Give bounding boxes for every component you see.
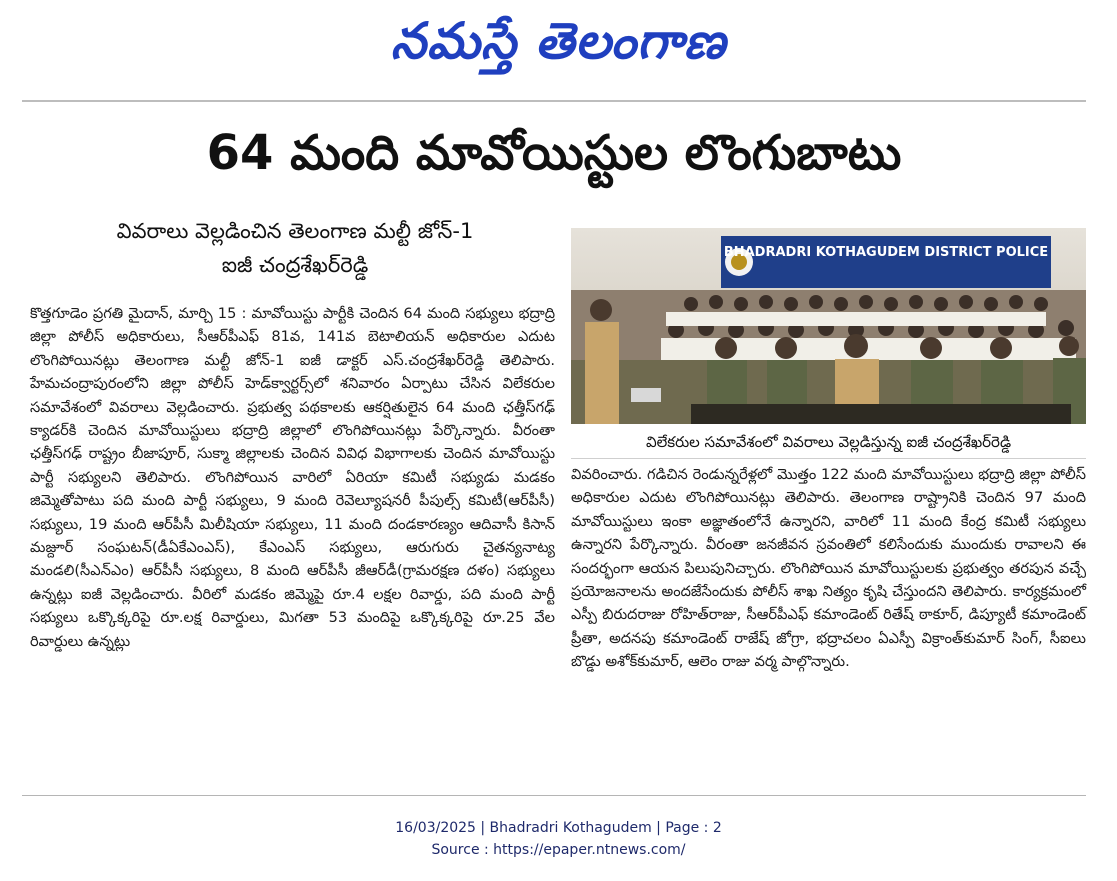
police-banner (721, 236, 1051, 288)
news-photo (571, 228, 1086, 424)
article-subheading (30, 214, 560, 282)
bottom-divider (22, 795, 1086, 796)
footer-source-link[interactable]: Source : https://epaper.ntnews.com/ (431, 842, 686, 858)
top-divider (22, 100, 1086, 102)
article-body-right-column: వివరించారు. గడిచిన రెండున్నరేళ్లలో మొత్తం 122 మంది మావోయిస్టులు భద్రాద్రి జిల్లా పోలీస్ అధికారుల ఎదుట లొంగిపోయినట్లు తెలిపారు. తెలంగాణ రాష్ట్రానికి చెందిన 97 మంది మావోయిస్టులు ఇంకా అజ్ఞాతంలోనే ఉన్నారని, వారిలో 11 మంది కేంద్ర కమిటీ సభ్యులు ఉన్నారని పేర్కొన్నారు. వీరంతా జనజీవన స్రవంతిలో కలిసేందుకు ముందుకు రావాలని ఈ సందర్భంగా ఆయన పిలుపునిచ్చారు. లొంగిపోయిన మావోయిస్టులకు ప్రభుత్వం తరపున వచ్చే ప్రయోజనాలను అందజేసేందుకు పోలీస్ శాఖ నిత్యం కృషి చేస్తుందని తెలిపారు. కార్యక్రమంలో ఎస్పీ బిరుదరాజు రోహిత్‌రాజు, సీఆర్‌పీఎఫ్ కమాండెంట్ రితేష్ ఠాకూర్, డిప్యూటీ కమాండెంట్ ప్రీతా, అదనపు కమాండెంట్ రాజేష్ జోగ్రా, భద్రాచలం ఏఎస్పీ విక్రాంత్‌కుమార్ సింగ్, సీఐలు బొడ్డు అశోక్‌కుమార్, ఆలెం రాజు వర్మ పాల్గొన్నారు. (571, 466, 1086, 671)
masthead-logo: నమస్తే తెలంగాణ (390, 11, 727, 70)
article-body-left-column: కొత్తగూడెం ప్రగతి మైదాన్, మార్చి 15 : మావోయిస్టు పార్టీకి చెందిన 64 మంది సభ్యులు భద్రాద్రి జిల్లా పోలీస్ అధికారులు, సీఆర్‌పీఎఫ్ 81వ, 141వ బెటాలియన్ అధికారుల ఎదుట లొంగిపోయినట్లు తెలంగాణ మల్టీ జోన్-1 ఐజీ డాక్టర్ ఎస్.చంద్రశేఖర్‌రెడ్డి తెలిపారు. హేమచంద్రాపురంలోని జిల్లా పోలీస్ హెడ్‌క్వార్టర్స్‌లో శనివారం ఏర్పాటు చేసిన విలేకరుల సమావేశంలో వివరాలు వెల్లడించారు. ప్రభుత్వ పథకాలకు ఆకర్షితులైన 64 మంది ఛత్తీస్‌గఢ్ క్యాడర్‌కి చెందిన మావోయిస్టులు భద్రాద్రి జిల్లాలో లొంగిపోయినట్లు పేర్కొన్నారు. వీరంతా ఛత్తీస్‌గఢ్ రాష్ట్రం బీజాపూర్, సుక్మా జిల్లాలకు చెందిన వివిధ విభాగాలకు చెందిన మావోయిస్టు పార్టీ సభ్యులని తెలిపారు. లొంగిపోయిన వారిలో ఏరియా కమిటీ సభ్యుడు మడకం జిమ్మెతోపాటు పది మంది పార్టీ సభ్యులు, 9 మంది రెవెల్యూషనరీ పీపుల్స్ కమిటీ(ఆర్‌పీసీ) సభ్యులు, 19 మంది ఆర్‌పీసీ మిలీషియా సభ్యులు, 11 మంది దండకారణ్యం ఆదివాసీ కిసాన్ మజ్దూర్ సంఘటన్(డీఏకేఎంఎస్), కేఎంఎస్ సభ్యులు, ఆరుగురు చైతన్యనాట్య మండలి(సీఎన్‌ఎం) ఆర్‌పీసీ సభ్యులు, 8 మంది ఆర్‌పీసీ జీఆర్‌డీ(గ్రామరక్షణ దళం) సభ్యులు ఉన్నట్లు ఐజీ వెల్లడించారు. వీరిలో మడకం జిమ్మెపై రూ.4 లక్షల రివార్డు, పది మంది పార్టీ సభ్యులు ఒక్కొక్కరిపై రూ.లక్ష రివార్డులు, మిగతా 53 మందిపై ఒక్కొక్కరిపై రూ.25 వేల రివార్డులు ఉన్నట్లు (30, 305, 555, 650)
subheading-line-2: ఐజీ చంద్రశేఖర్‌రెడ్డి (221, 253, 369, 277)
footer-edition-info: 16/03/2025 | Bhadradri Kothagudem | Page : 2 (395, 820, 722, 836)
photo-caption: విలేకరుల సమావేశంలో వివరాలు వెల్లడిస్తున్న ఐజీ చంద్రశేఖర్‌రెడ్డి (571, 426, 1086, 459)
banner-text: BHADRADRI KOTHAGUDEM DISTRICT POLICE (723, 245, 1049, 260)
article-headline: 64 మంది మావోయిస్టుల లొంగుబాటు (206, 125, 902, 181)
subheading-line-1: వివరాలు వెల్లడించిన తెలంగాణ మల్టీ జోన్-1 (116, 219, 474, 243)
press-meet-photo-illustration (571, 228, 1086, 424)
press-table (691, 404, 1071, 424)
